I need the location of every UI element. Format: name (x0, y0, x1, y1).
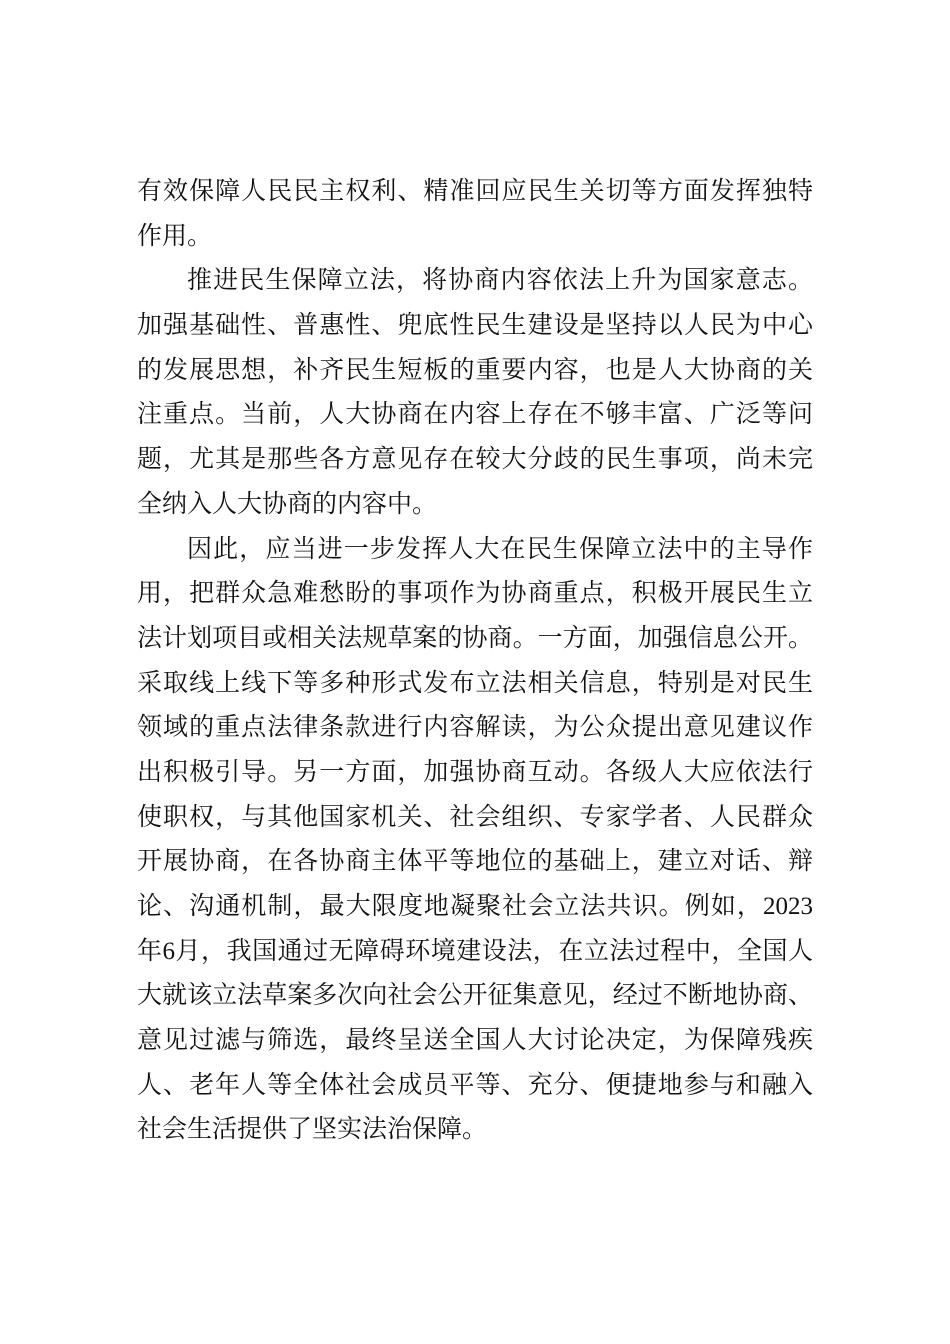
text-line: 大就该立法草案多次向社会公开征集意见，经过不断地协商、 (137, 982, 813, 1010)
text-line: 推进民生保障立法，将协商内容依法上升为国家意志。 (187, 267, 813, 295)
paragraph (137, 170, 813, 259)
text-line: 领域的重点法律条款进行内容解读，为公众提出意见建议作 (137, 714, 813, 742)
text-line: 社会生活提供了坚实法治保障。 (137, 1116, 488, 1144)
text-line: 出积极引导。另一方面，加强协商互动。各级人大应依法行 (137, 758, 813, 786)
text-line: 采取线上线下等多种形式发布立法相关信息，特别是对民生 (137, 669, 813, 697)
text-line: 使职权，与其他国家机关、社会组织、专家学者、人民群众 (137, 803, 813, 831)
text-line: 论、沟通机制，最大限度地凝聚社会立法共识。例如，2023 (137, 893, 813, 920)
text-line: 全纳入人大协商的内容中。 (137, 490, 438, 518)
text-line: 开展协商，在各协商主体平等地位的基础上，建立对话、辩 (137, 848, 813, 876)
text-line: 作用。 (137, 222, 213, 250)
text-line: 用，把群众急难愁盼的事项作为协商重点，积极开展民生立 (137, 580, 813, 608)
text-line: 的发展思想，补齐民生短板的重要内容，也是人大协商的关 (137, 356, 813, 384)
text-line: 有效保障人民民主权利、精准回应民生关切等方面发挥独特 (137, 178, 813, 205)
text-line: 年6月，我国通过无障碍环境建设法，在立法过程中，全国人 (137, 937, 813, 965)
text-line: 意见过滤与筛选，最终呈送全国人大讨论决定，为保障残疾 (137, 1027, 813, 1055)
text-line: 加强基础性、普惠性、兜底性民生建设是坚持以人民为中心 (137, 312, 813, 340)
text-line: 因此，应当进一步发挥人大在民生保障立法中的主导作 (187, 535, 813, 563)
text-line: 人、老年人等全体社会成员平等、充分、便捷地参与和融入 (137, 1071, 813, 1099)
text-line: 法计划项目或相关法规草案的协商。一方面，加强信息公开。 (137, 624, 813, 652)
paragraph (137, 528, 813, 1154)
text-line: 题，尤其是那些各方意见存在较大分歧的民生事项，尚未完 (137, 446, 813, 474)
document-page (137, 170, 813, 1153)
text-line: 注重点。当前，人大协商在内容上存在不够丰富、广泛等问 (137, 401, 813, 429)
paragraph (137, 259, 813, 527)
